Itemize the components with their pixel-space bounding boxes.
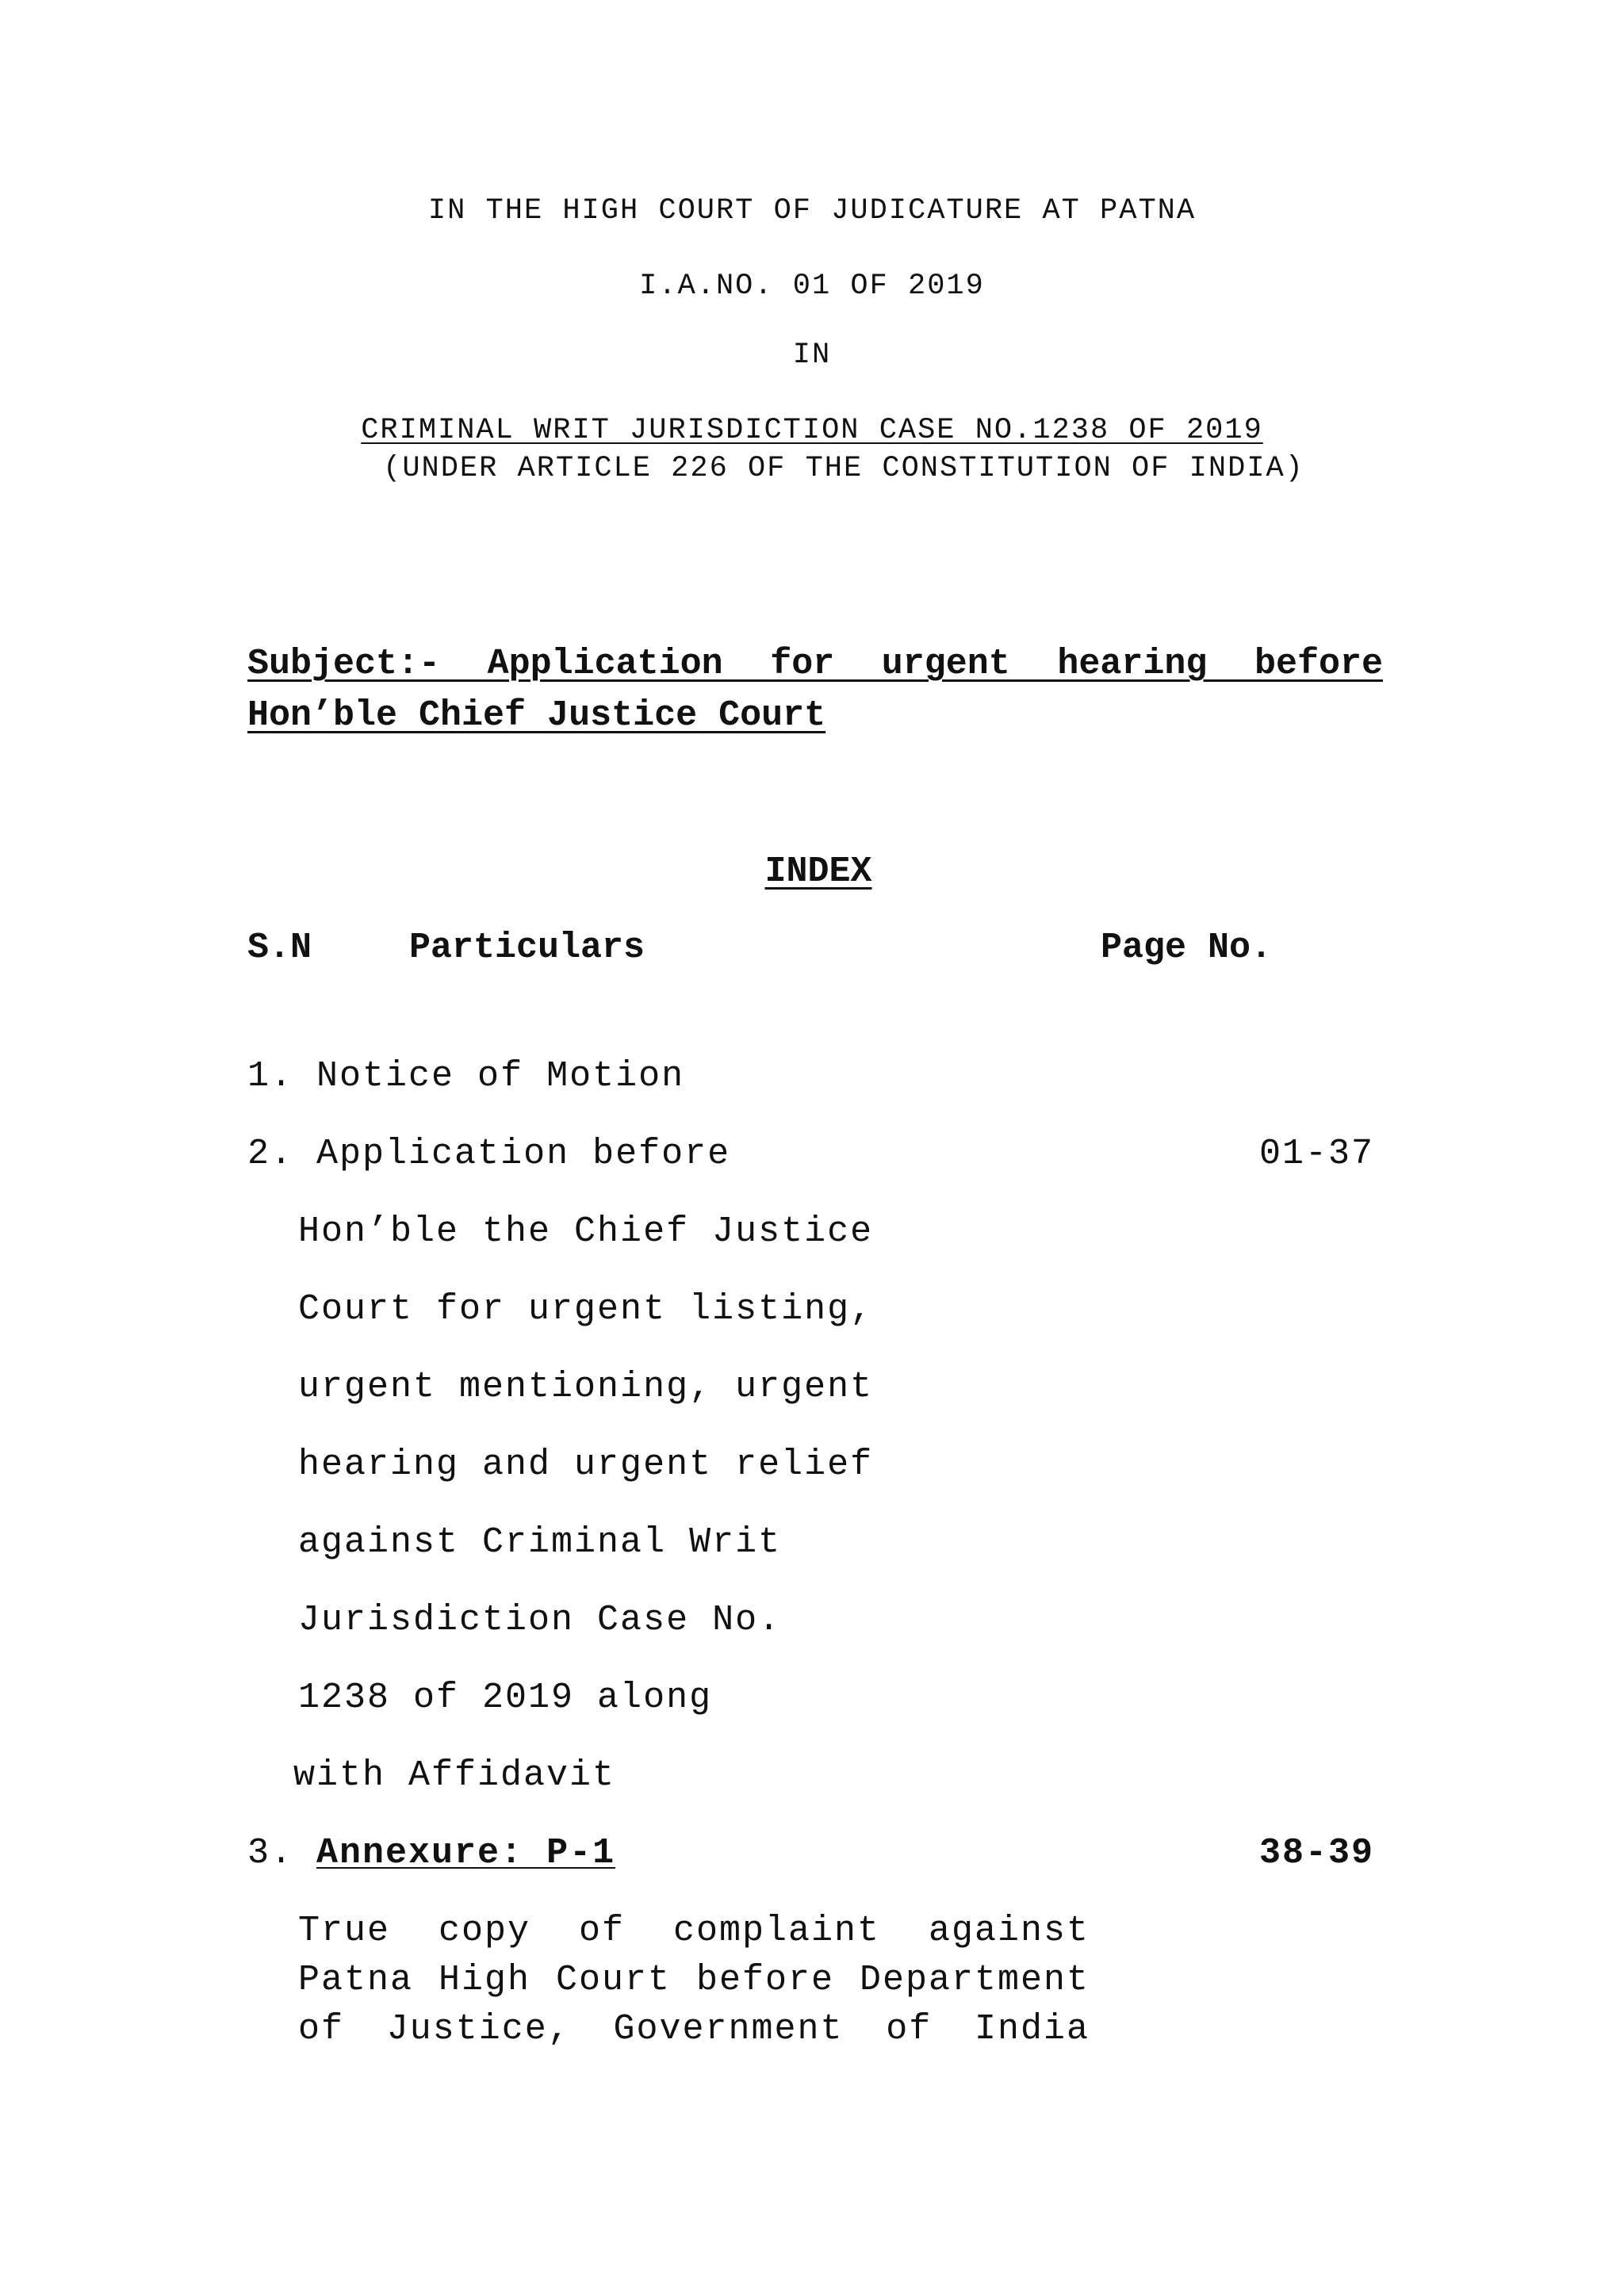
subject-line-2: Hon’ble Chief Justice Court bbox=[247, 695, 826, 736]
item-2-desc-line: urgent mentioning, urgent bbox=[298, 1367, 874, 1407]
item-2-desc-line: with Affidavit bbox=[293, 1755, 616, 1796]
court-name: IN THE HIGH COURT OF JUDICATURE AT PATNA bbox=[427, 194, 1197, 228]
item-2-desc-line: Jurisdiction Case No. bbox=[298, 1600, 782, 1640]
item-number: 2. bbox=[247, 1134, 294, 1174]
item-number: 3. bbox=[247, 1833, 294, 1873]
item-3-desc-line: True copy of complaint against bbox=[298, 1911, 1090, 1951]
column-header-particulars: Particulars bbox=[409, 928, 645, 968]
index-item-2 bbox=[247, 1134, 730, 1174]
in-connector: IN bbox=[792, 339, 832, 372]
item-2-page: 01-37 bbox=[1259, 1134, 1375, 1174]
column-header-page: Page No. bbox=[1101, 928, 1273, 968]
item-2-desc-line: against Criminal Writ bbox=[298, 1522, 782, 1563]
item-number: 1. bbox=[247, 1056, 294, 1096]
item-2-desc-line: Court for urgent listing, bbox=[298, 1289, 874, 1330]
item-title: Notice of Motion bbox=[316, 1056, 685, 1096]
article-reference: (UNDER ARTICLE 226 OF THE CONSTITUTION OF INDIA) bbox=[383, 452, 1304, 485]
column-header-sn: S.N bbox=[247, 928, 312, 968]
item-title: Application before bbox=[316, 1134, 731, 1174]
item-3-desc-line: Patna High Court before Department bbox=[298, 1960, 1090, 2000]
item-2-desc-line: hearing and urgent relief bbox=[298, 1445, 874, 1485]
ia-number: I.A.NO. 01 OF 2019 bbox=[639, 270, 985, 303]
index-item-1 bbox=[247, 1056, 684, 1096]
item-title: Annexure: P-1 bbox=[316, 1833, 616, 1873]
index-title: INDEX bbox=[764, 851, 872, 892]
subject-line-1: Subject:- Application for urgent hearing before bbox=[247, 644, 1383, 684]
case-number: CRIMINAL WRIT JURISDICTION CASE NO.1238 OF 2019 bbox=[361, 414, 1263, 447]
item-3-page: 38-39 bbox=[1259, 1833, 1375, 1873]
item-3-desc-line: of Justice, Government of India bbox=[298, 2009, 1090, 2049]
item-2-desc-line: Hon’ble the Chief Justice bbox=[298, 1211, 874, 1252]
item-2-desc-line: 1238 of 2019 along bbox=[298, 1678, 713, 1718]
index-item-3 bbox=[247, 1833, 615, 1873]
